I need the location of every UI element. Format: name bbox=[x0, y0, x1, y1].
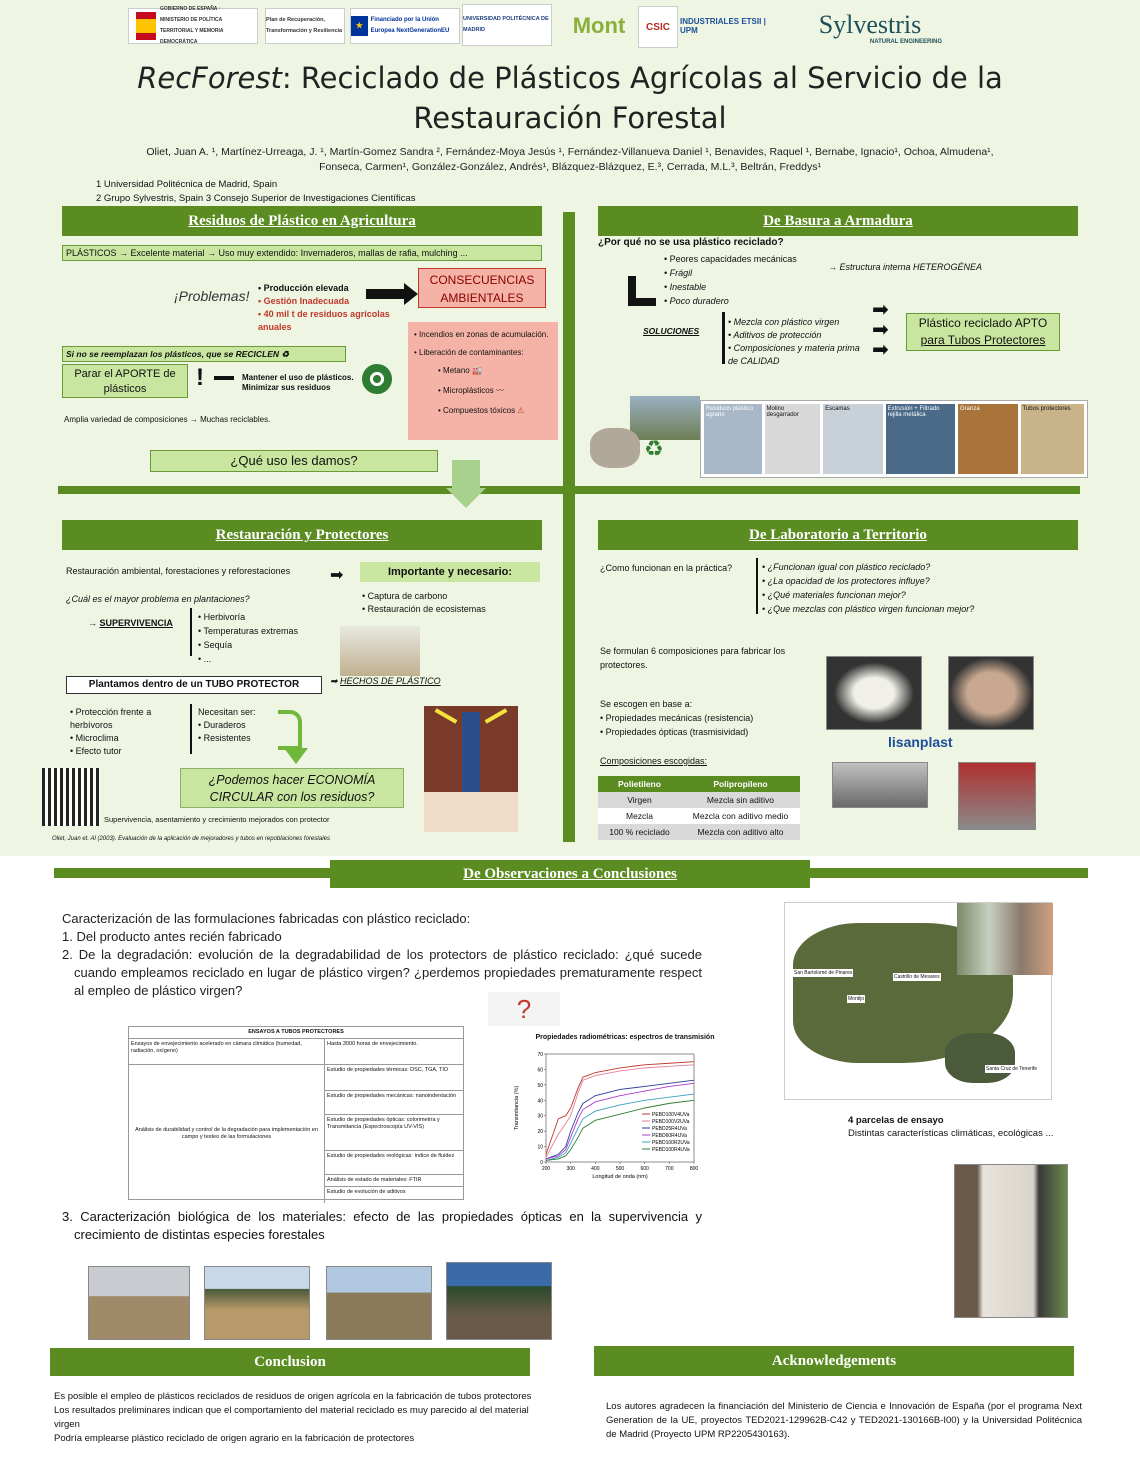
x-tick-label: 500 bbox=[615, 1166, 625, 1172]
pregunta-text: ¿Por qué no se usa plástico reciclado? bbox=[598, 237, 784, 248]
restauracion-text: Restauración ambiental, forestaciones y reforestaciones bbox=[66, 566, 291, 576]
x-tick-label: 600 bbox=[640, 1166, 649, 1172]
soluciones-label: SOLUCIONES bbox=[643, 326, 700, 336]
authors: Oliet, Juan A. ¹, Martínez-Urreaga, J. ¹, Martín-Gomez Sandra ², Fernández-Moya Jesús ¹, Fernández-Villanueva Daniel ¹, Benavides, Raquel ¹, Bernabe, Ignacio¹, Ochoa, Almudena¹, Fonseca, Carmen¹, González-González, Andrés¹, Blázquez-Blázquez, E.³, Cerrada, M.L.³, Beltrán, Freddys¹ bbox=[146, 146, 994, 173]
soluciones-list: • Mezcla con plástico virgen • Aditivos de protección • Composiciones y materia prima de CALIDAD bbox=[728, 316, 868, 368]
conclusion-header: Conclusion bbox=[50, 1348, 530, 1376]
x-tick-label: 400 bbox=[591, 1166, 600, 1172]
cual-text: ¿Cuál es el mayor problema en plantaciones? bbox=[66, 594, 250, 604]
section-residuos-header: Residuos de Plástico en Agricultura bbox=[62, 206, 542, 236]
legend-label: PEBD60R4UVa bbox=[652, 1133, 687, 1139]
consecuencias-box: CONSECUENCIAS AMBIENTALES bbox=[418, 268, 546, 308]
amplia-text: Amplia variedad de composiciones → Muchas reciclables. bbox=[64, 415, 271, 424]
industriales-logo: INDUSTRIALES ETSII | UPM bbox=[680, 17, 766, 35]
chart-title: Propiedades radiométricas: espectros de transmisión bbox=[535, 1034, 715, 1041]
plot-photo-3 bbox=[326, 1266, 432, 1340]
economia-circular-box: ¿Podemos hacer ECONOMÍA CIRCULAR con los residuos? bbox=[180, 768, 404, 808]
item3-text: 3. Caracterización biológica de los materiales: efecto de las propiedades ópticas en la supervivencia y crecimiento de distintas especies forestales bbox=[62, 1209, 702, 1242]
section-basura-header: De Basura a Armadura bbox=[598, 206, 1078, 236]
recycle-icon: ♻ bbox=[281, 349, 290, 359]
affiliations: 1 Universidad Politécnica de Madrid, Spain 2 Grupo Sylvestris, Spain 3 Consejo Superior de Investigaciones Científicas bbox=[96, 179, 416, 204]
composiciones-label: Composiciones escogidas: bbox=[600, 756, 708, 766]
y-tick-label: 0 bbox=[540, 1160, 543, 1166]
mantener-text: Mantener el uso de plásticos. Minimizar sus residuos bbox=[242, 373, 354, 392]
legend-label: PEBD25R4UVa bbox=[652, 1126, 687, 1132]
arrow-right-icon-2: ➡ bbox=[330, 567, 344, 584]
plasticos-box: PLÁSTICOS → Excelente material → Uso muy extendido: Invernaderos, mallas de rafia, mulching ... bbox=[62, 245, 542, 261]
qr-code[interactable] bbox=[42, 768, 100, 826]
curved-arrow-icon bbox=[278, 710, 302, 750]
legend-label: PEBD100V2UVa bbox=[652, 1119, 690, 1125]
tube-field-photo bbox=[954, 1164, 1068, 1318]
legend-label: PEBD100R4UVa bbox=[652, 1147, 690, 1153]
problemas-label: ¡Problemas! bbox=[174, 288, 250, 304]
y-tick-label: 40 bbox=[537, 1098, 543, 1105]
exclamation-icon: ! bbox=[196, 364, 204, 391]
eu-logo: ★ Financiado por la Unión Europea NextGenerationEU bbox=[350, 8, 460, 44]
section-observaciones-header: De Observaciones a Conclusiones bbox=[330, 860, 810, 888]
beneficios-list: • Protección frente a herbívoros • Microclima • Efecto tutor bbox=[70, 706, 180, 758]
y-axis-label: Transmitancia (%) bbox=[514, 1085, 520, 1131]
ack-text: Los autores agradecen la financiación del Ministerio de Ciencia e Innovación de España (por el programa Next Generation de la UE, proyectos TED2021-129962B-C42 y TED2021-130166B-I00) y la Universidad Politécnica de Madrid (Proyecto UPM RP2205430163). bbox=[606, 1401, 1082, 1440]
factory-icon: 🏭 bbox=[471, 366, 482, 375]
y-tick-label: 50 bbox=[537, 1082, 543, 1089]
factory-photo-2 bbox=[958, 762, 1036, 830]
amenazas-list: • Herbivoría • Temperaturas extremas • Sequía • ... bbox=[198, 610, 298, 666]
down-arrow-head-icon bbox=[446, 488, 486, 508]
legend-label: PEBD100R2UVa bbox=[652, 1140, 690, 1146]
que-uso-box: ¿Qué uso les damos? bbox=[150, 450, 438, 472]
arrows-right-icon: ➡ ➡ ➡ bbox=[872, 299, 889, 361]
upm-logo: UNIVERSIDAD POLITÉCNICA DE MADRID bbox=[462, 4, 552, 46]
x-tick-label: 800 bbox=[689, 1166, 699, 1172]
ensayos-table: ENSAYOS A TUBOS PROTECTORES Ensayos de envejecimiento acelerado en cámara climática (humedad, radiación, oxígeno) Hasta 3000 horas de envejecimiento. Análisis de durabilidad y control de la degradación para implementación en campo y testeo de las formulaciones Estudio de propiedades térmicas: DSC, TGA, TIO Estudio de propiedades mecánicas: nanoindentación Estudio de propiedades ópticas: colorimetría y Transmitancia (Espectroscopía UV-VIS) Estudio de propiedades reológicas: índice de fluidez Análisis de estado de materiales: FTIR Estudio de evolución de aditivos bbox=[128, 1026, 464, 1200]
escogen-block: Se escogen en base a: • Propiedades mecánicas (resistencia) • Propiedades ópticas (trasmisividad) bbox=[600, 698, 753, 739]
consecuencias-list-box: • Incendios en zonas de acumulación. • Liberación de contaminantes: • Metano 🏭 • Microplásticos 〰 • Compuestos tóxicos ⚠ bbox=[408, 322, 558, 440]
gobierno-logo: GOBIERNO DE ESPAÑA · MINISTERIO DE POLÍTICA TERRITORIAL Y MEMORIA DEMOCRÁTICA bbox=[128, 8, 258, 44]
vertical-divider bbox=[563, 212, 575, 842]
x-tick-label: 200 bbox=[541, 1166, 551, 1172]
mont-logo: Mont bbox=[572, 13, 626, 38]
lab-photo-1 bbox=[826, 656, 922, 730]
conclusion-text: Es posible el empleo de plásticos reciclados de residuos de origen agrícola en la fabricación de tubos protectores Los resultados preliminares indican que el comportamiento del material reciclado es muy parecido al del material virgen Podría emplearse plástico reciclado de origen agrario en la fabricación de protectores bbox=[54, 1391, 532, 1444]
problemas-list: • Producción elevada • Gestión Inadecuada • 40 mil t de residuos agrícolas anuales bbox=[258, 282, 408, 334]
small-arrow-icon bbox=[214, 376, 234, 380]
horizontal-divider bbox=[58, 486, 1080, 494]
importante-list: • Captura de carbono • Restauración de ecosistemas bbox=[362, 590, 486, 616]
plot-photo-2 bbox=[204, 1266, 310, 1340]
composiciones-table: Polietileno Polipropileno Virgen Mezcla sin aditivo Mezcla Mezcla con aditivo medio 100 % reciclado Mezcla con aditivo alto bbox=[598, 776, 800, 840]
process-strip: Residuos plástico agrario Molino desgarrador Escamas Extrusión + Filtrado rejilla metálica Granza Tubos protectores bbox=[700, 400, 1088, 478]
down-arrow-body-icon bbox=[452, 460, 480, 490]
question-icon: ? bbox=[488, 992, 560, 1026]
spain-map: San Bartolomé de Pinares Castrillo de Mesares Montijo Santa Cruz de Tenerife bbox=[784, 902, 1052, 1100]
importante-box: Importante y necesario: bbox=[360, 562, 540, 582]
section-restauracion-header: Restauración y Protectores bbox=[62, 520, 542, 550]
y-tick-label: 20 bbox=[537, 1129, 543, 1136]
recycle-icon-2: ♻ bbox=[644, 436, 664, 461]
parar-aporte-box: Parar el APORTE de plásticos bbox=[62, 364, 188, 398]
citation: Oliet, Juan et. Al (2003). Evaluación de la aplicación de mejoradores y tubos en repoblaciones forestales bbox=[52, 836, 330, 842]
sylvestris-logo: Sylvestris NATURAL ENGINEERING bbox=[818, 10, 942, 45]
legend-label: PEBD100V4UVa bbox=[652, 1112, 690, 1118]
hechos-text: ➡ HECHOS DE PLÁSTICO bbox=[330, 676, 441, 686]
lab-photo-2 bbox=[948, 656, 1034, 730]
plot-photo-4 bbox=[446, 1262, 552, 1340]
y-tick-label: 30 bbox=[537, 1113, 543, 1120]
supervivencia-note: Supervivencia, asentamiento y crecimiento mejorados con protector bbox=[104, 815, 330, 824]
razones-list: • Peores capacidades mecánicas • Frágil • Inestable • Poco duradero bbox=[664, 252, 797, 308]
parcelas-text: 4 parcelas de ensayo Distintas características climáticas, ecológicas ... bbox=[848, 1115, 1054, 1139]
supervivencia-label: → SUPERVIVENCIA bbox=[88, 618, 173, 628]
arrow-right-icon bbox=[366, 289, 406, 299]
field-photo bbox=[630, 396, 700, 440]
tubo-protector-box: Plantamos dentro de un TUBO PROTECTOR bbox=[66, 676, 322, 694]
preguntas-list: • ¿Funcionan igual con plástico reciclado? • ¿La opacidad de los protectores influye? • ¿Qué materiales funcionan mejor? • ¿Que mezclas con plástico virgen funcionan mejor? bbox=[762, 560, 974, 616]
plot-photo-1 bbox=[88, 1266, 190, 1340]
x-tick-label: 700 bbox=[665, 1166, 674, 1172]
formulan-text: Se formulan 6 composiciones para fabricar los protectores. bbox=[600, 646, 786, 670]
poster-title bbox=[0, 58, 1140, 138]
prtr-logo: Plan de Recuperación, Transformación y Resiliencia bbox=[265, 8, 345, 44]
necesitan-block: Necesitan ser: • Duraderos • Resistentes bbox=[198, 706, 256, 745]
caracterizacion-block: Caracterización de las formulaciones fabricadas con plástico reciclado: 1. Del producto antes recién fabricado 2. De la degradación: evolución de la degradabilidad de los protectors de plástico reciclado: ¿qué sucede cuando empleamos reciclado en lugar de plástico virgen? ¿perdemos propiedades prematuramente respect al empleo de plástico virgen? bbox=[62, 911, 702, 998]
y-tick-label: 60 bbox=[537, 1067, 543, 1074]
deer-photo bbox=[340, 626, 420, 676]
plastic-waste-photo bbox=[590, 428, 640, 468]
x-tick-label: 300 bbox=[566, 1166, 575, 1172]
section-laboratorio-header: De Laboratorio a Territorio bbox=[598, 520, 1078, 550]
title-line2: Restauración Forestal bbox=[413, 101, 727, 135]
factory-photo-1 bbox=[832, 762, 928, 808]
wave-icon: 〰 bbox=[495, 386, 504, 395]
y-tick-label: 70 bbox=[537, 1052, 543, 1058]
target-icon bbox=[362, 364, 392, 394]
csic-logo: CSIC bbox=[638, 6, 678, 48]
apto-box: Plástico reciclado APTO para Tubos Protectores bbox=[906, 313, 1060, 351]
x-axis-label: Longitud de onda (nm) bbox=[592, 1174, 648, 1180]
tube-diagram bbox=[424, 706, 518, 832]
y-tick-label: 10 bbox=[537, 1144, 543, 1151]
lisanplast-logo: lisanplast bbox=[888, 734, 953, 750]
warning-icon: ⚠ bbox=[517, 406, 525, 415]
como-text: ¿Como funcionan en la práctica? bbox=[600, 563, 733, 573]
ack-header: Acknowledgements bbox=[594, 1346, 1074, 1376]
transmission-chart bbox=[508, 1046, 708, 1196]
estructura-text: → Estructura interna HETEROGÉNEA bbox=[828, 262, 983, 272]
title-rest: : Reciclado de Plásticos Agrícolas al Servicio de la bbox=[281, 61, 1003, 95]
arrowhead-icon bbox=[404, 283, 418, 305]
reciclen-box: Si no se reemplazan los plásticos, que se RECICLEN ♻ bbox=[62, 346, 346, 362]
title-italic: RecForest bbox=[137, 61, 282, 95]
